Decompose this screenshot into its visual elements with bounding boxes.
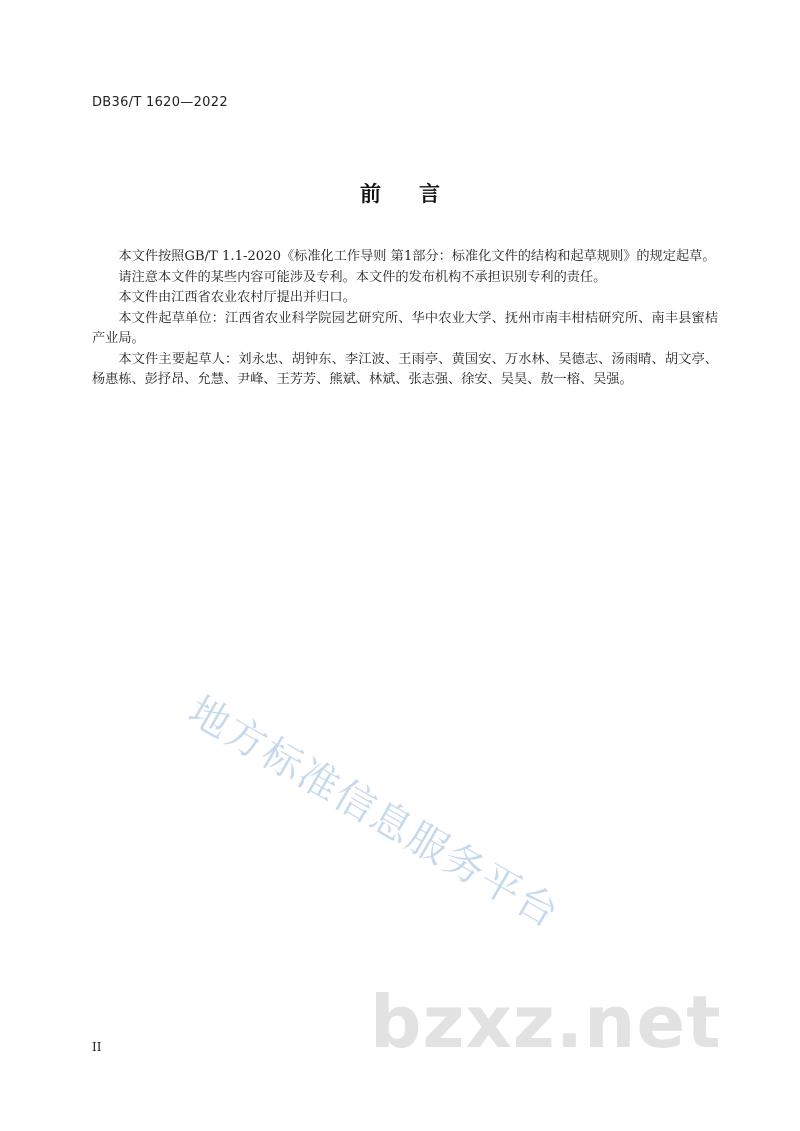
paragraph-drafting-units: 本文件起草单位：江西省农业科学院园艺研究所、华中农业大学、抚州市南丰柑桔研究所、南丰县蜜桔产业局。 — [92, 310, 718, 346]
paragraph-patent-notice: 请注意本文件的某些内容可能涉及专利。本文件的发布机构不承担识别专利的责任。 — [118, 269, 607, 285]
platform-watermark: 地方标准信息服务平台 — [180, 687, 568, 938]
paragraph-proposer: 本文件由江西省农业农村厅提出并归口。 — [118, 290, 356, 305]
paragraph-standard-basis: 本文件按照GB/T 1.1-2020《标准化工作导则 第1部分：标准化文件的结构和起草规则》的规定起草。 — [118, 249, 716, 264]
page-number: II — [92, 1040, 102, 1054]
foreword-body — [92, 247, 718, 391]
site-watermark: bzxz.net — [370, 980, 722, 1064]
document-code: DB36/T 1620—2022 — [92, 95, 228, 110]
paragraph-drafters: 本文件主要起草人：刘永忠、胡钟东、李江波、王雨亭、黄国安、万水林、吴德志、汤雨晴、胡文亭、杨惠栋、彭抒昂、允慧、尹峰、王芳芳、熊斌、林斌、张志强、徐安、吴昊、敖一榕、吴强。 — [92, 351, 718, 387]
page-title: 前言 — [360, 182, 478, 206]
